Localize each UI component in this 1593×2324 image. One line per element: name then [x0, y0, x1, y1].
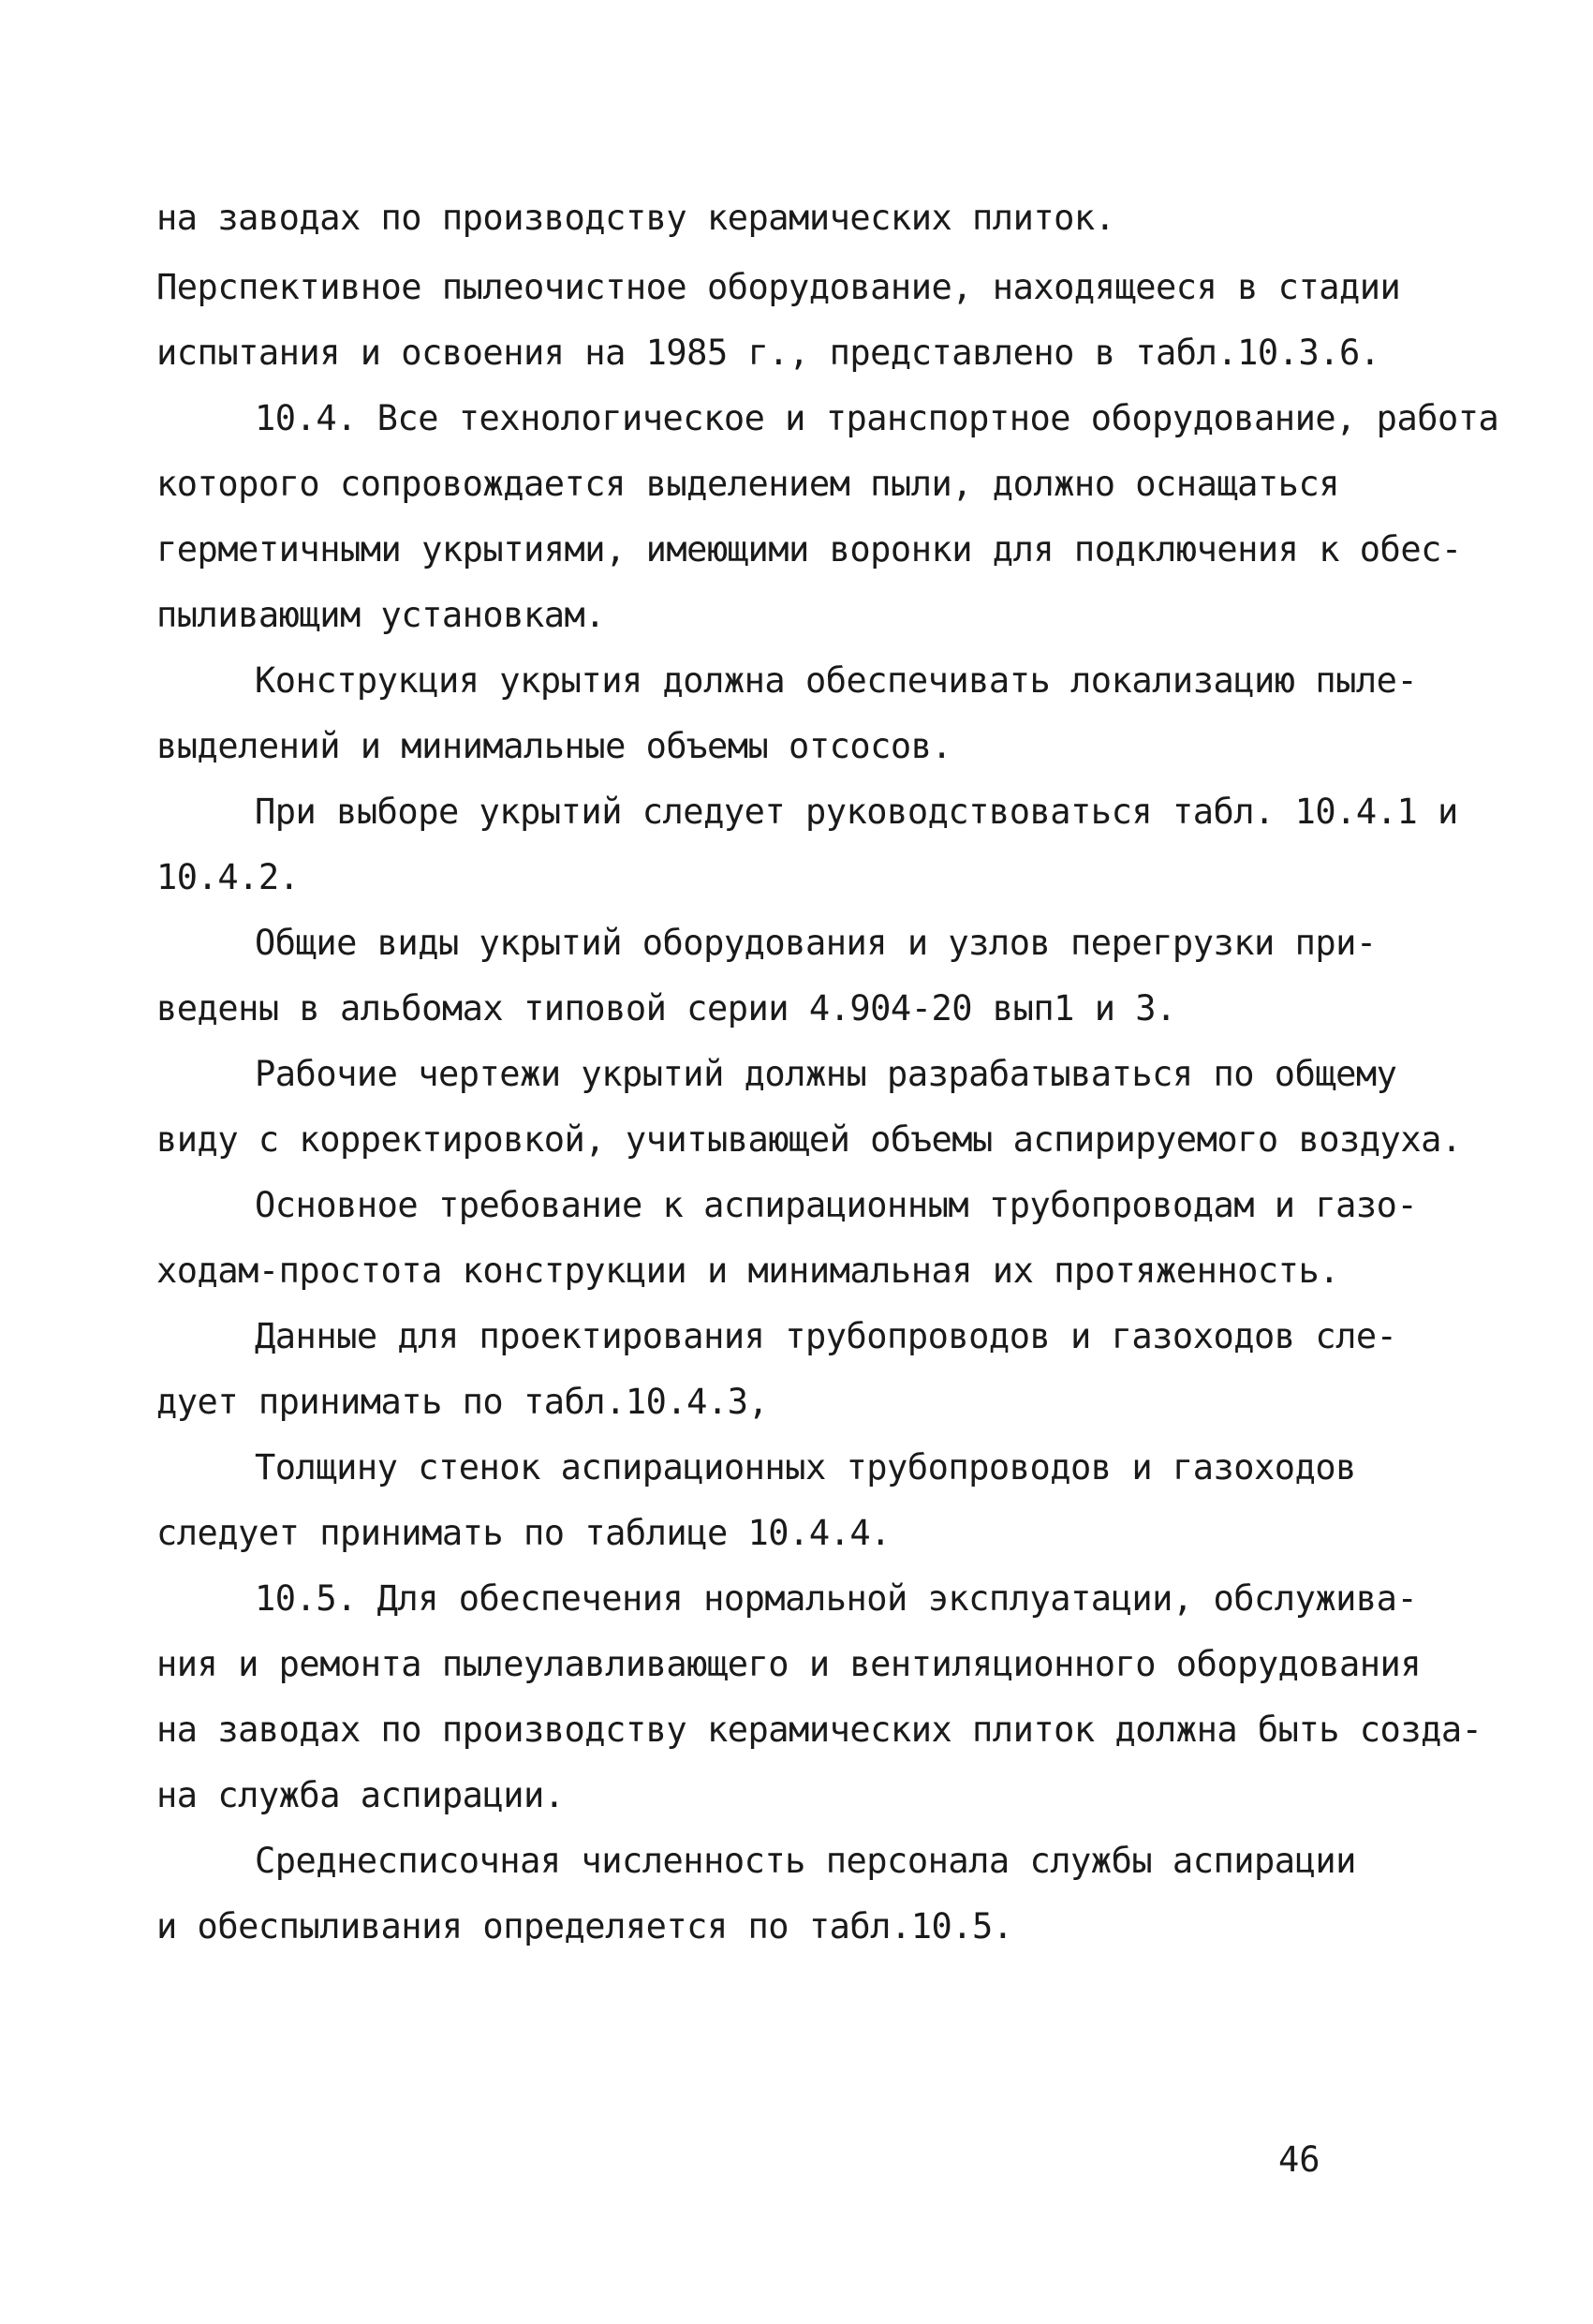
text-line: виду с корректировкой, учитывающей объемы аспирируемого воздуха.	[156, 1119, 1462, 1160]
text-line: испытания и освоения на 1985 г., представлено в табл.10.3.6.	[156, 333, 1380, 373]
page-number: 46	[1278, 2139, 1320, 2180]
text-line: 10.4.2.	[156, 857, 300, 897]
text-line: на служба аспирации.	[156, 1775, 565, 1815]
text-line: на заводах по производству керамических плиток.	[156, 198, 1115, 238]
text-line: Общие виды укрытий оборудования и узлов перегрузки при-	[255, 923, 1377, 963]
text-line: Толщину стенок аспирационных трубопроводов и газоходов	[255, 1447, 1356, 1488]
text-line: 10.4. Все технологическое и транспортное оборудование, работа	[255, 398, 1499, 438]
text-line: ходам-простота конструкции и минимальная их протяженность.	[156, 1251, 1340, 1291]
text-line: и обеспыливания определяется по табл.10.5.	[156, 1906, 1013, 1947]
text-line: Перспективное пылеочистное оборудование, находящееся в стадии	[156, 267, 1401, 307]
text-line: Среднесписочная численность персонала службы аспирации	[255, 1841, 1356, 1881]
text-line: Основное требование к аспирационным трубопроводам и газо-	[255, 1185, 1418, 1225]
text-line: ния и ремонта пылеулавливающего и вентиляционного оборудования	[156, 1644, 1422, 1684]
text-line: на заводах по производству керамических плиток должна быть созда-	[156, 1710, 1482, 1750]
text-line: которого сопровождается выделением пыли, должно оснащаться	[156, 464, 1340, 504]
text-line: выделений и минимальные объемы отсосов.	[156, 726, 952, 766]
text-line: герметичными укрытиями, имеющими воронки для подключения к обес-	[156, 529, 1462, 570]
text-line: ведены в альбомах типовой серии 4.904-20 вып1 и 3.	[156, 988, 1176, 1029]
text-line: При выборе укрытий следует руководствоваться табл. 10.4.1 и	[255, 792, 1458, 832]
text-line: Данные для проектирования трубопроводов и газоходов сле-	[255, 1316, 1397, 1356]
text-line: пыливающим установкам.	[156, 595, 606, 635]
text-line: 10.5. Для обеспечения нормальной эксплуатации, обслужива-	[255, 1578, 1418, 1619]
text-line: следует принимать по таблице 10.4.4.	[156, 1513, 891, 1553]
text-line: дует принимать по табл.10.4.3,	[156, 1382, 769, 1422]
text-line: Рабочие чертежи укрытий должны разрабатываться по общему	[255, 1054, 1397, 1094]
text-line: Конструкция укрытия должна обеспечивать локализацию пыле-	[255, 660, 1418, 701]
